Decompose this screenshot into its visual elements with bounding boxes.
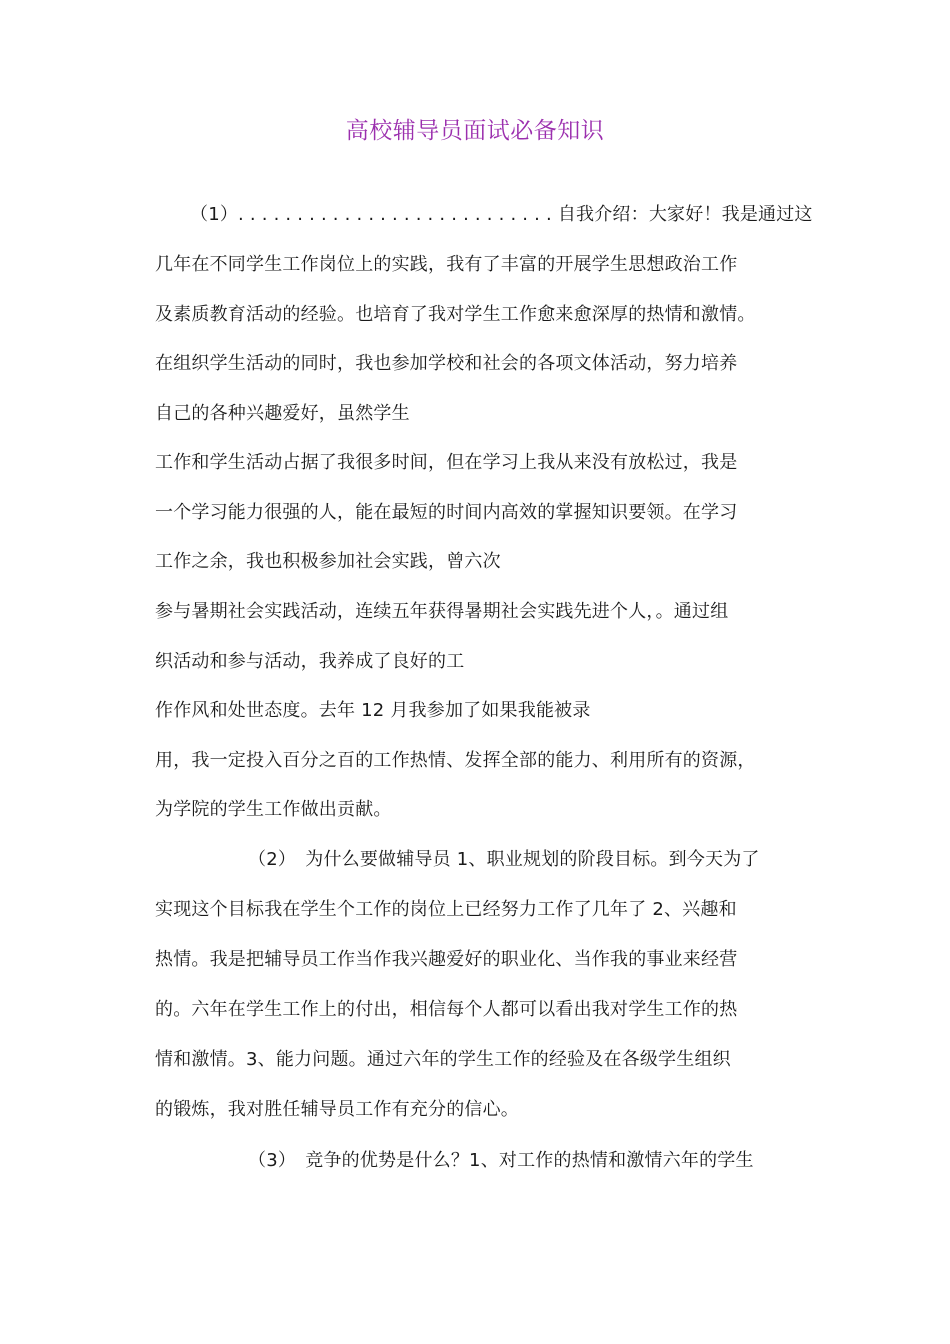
paragraph-line: 工作之余，我也积极参加社会实践，曾六次: [155, 551, 501, 572]
paragraph-line: 自己的各种兴趣爱好，虽然学生: [155, 403, 410, 424]
document-title: 高校辅导员面试必备知识: [345, 118, 605, 144]
paragraph-line: 及素质教育活动的经验。也培育了我对学生工作愈来愈深厚的热情和激情。: [155, 304, 756, 325]
paragraph-line: 用，我一定投入百分之百的工作热情、发挥全部的能力、利用所有的资源，: [155, 750, 756, 771]
paragraph-line: 在组织学生活动的同时，我也参加学校和社会的各项文体活动，努力培养: [155, 353, 738, 374]
paragraph-line: 情和激情。3、能力问题。通过六年的学生工作的经验及在各级学生组织: [155, 1049, 731, 1070]
paragraph-line: 作作风和处世态度。去年 12 月我参加了如果我能被录: [155, 700, 591, 721]
paragraph-line: 的锻炼，我对胜任辅导员工作有充分的信心。: [155, 1099, 519, 1120]
paragraph-line: 实现这个目标我在学生个工作的岗位上已经努力工作了几年了 2、兴趣和: [155, 899, 737, 920]
paragraph-line: 工作和学生活动占据了我很多时间，但在学习上我从来没有放松过，我是: [155, 452, 738, 473]
paragraph-line: 一个学习能力很强的人，能在最短的时间内高效的掌握知识要领。在学习: [155, 502, 738, 523]
paragraph-line: 几年在不同学生工作岗位上的实践，我有了丰富的开展学生思想政治工作: [155, 254, 738, 275]
paragraph-line: 参与暑期社会实践活动，连续五年获得暑期社会实践先进个人，。通过组: [155, 601, 729, 622]
paragraph-line: （3） 竞争的优势是什么？1、对工作的热情和激情六年的学生: [248, 1150, 754, 1171]
paragraph-line: 热情。我是把辅导员工作当作我兴趣爱好的职业化、当作我的事业来经营: [155, 949, 738, 970]
paragraph-line: 的。六年在学生工作上的付出，相信每个人都可以看出我对学生工作的热: [155, 999, 738, 1020]
paragraph-line: （1）. . . . . . . . . . . . . . . . . . . . . . . . . . . 自我介绍：大家好！我是通过这: [190, 204, 813, 225]
paragraph-line: （2） 为什么要做辅导员 1、职业规划的阶段目标。到今天为了: [248, 849, 760, 870]
paragraph-line: 为学院的学生工作做出贡献。: [155, 799, 392, 820]
paragraph-line: 织活动和参与活动，我养成了良好的工: [155, 651, 465, 672]
